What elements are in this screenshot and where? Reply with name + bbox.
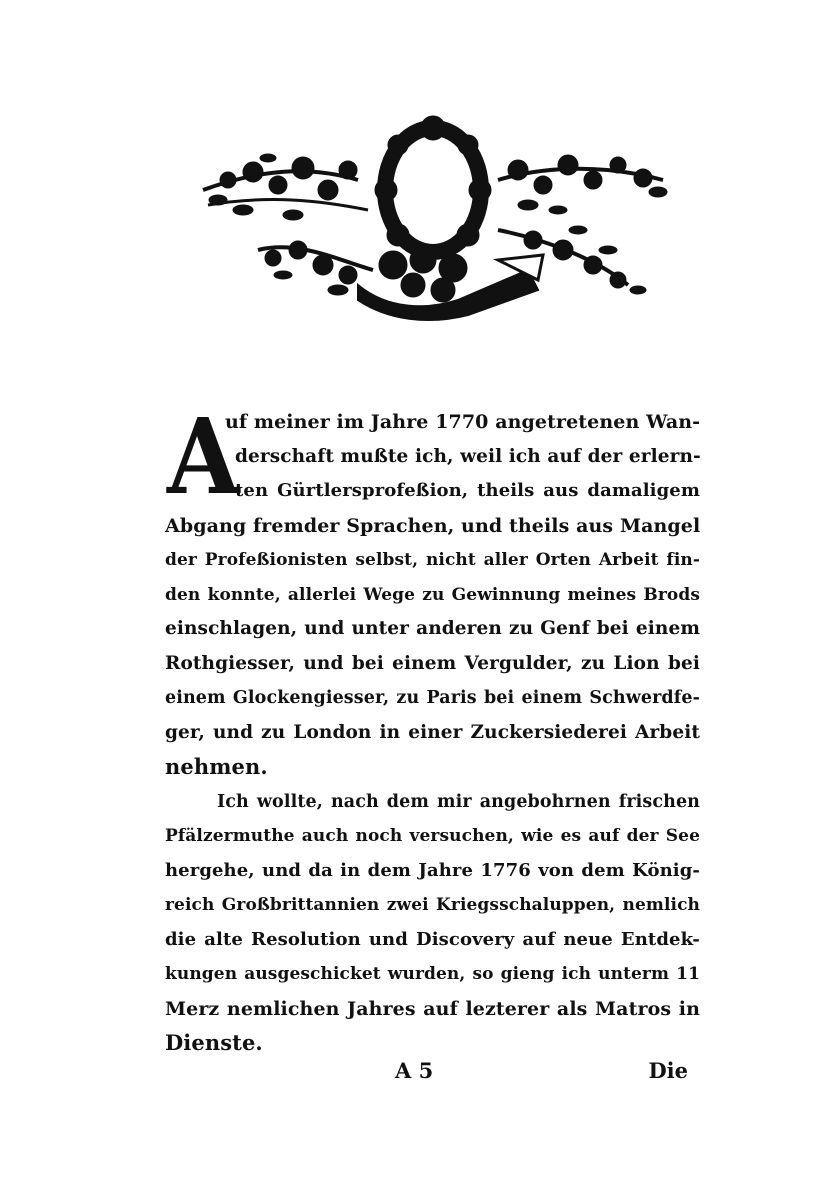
paragraph-2 <box>165 785 700 1061</box>
paragraph-1 <box>165 395 701 785</box>
text-line: kungen ausgeschicket wurden, so gieng ich unterm 11 <box>165 964 700 984</box>
text-line: der Profeßionisten selbst, nicht aller Orten Arbeit fin- <box>165 550 700 570</box>
floral-vignette-ornament <box>198 110 668 325</box>
text-line: Abgang fremder Sprachen, und theils aus Mangel <box>165 514 701 537</box>
text-line: Merz nemlichen Jahres auf lezterer als Matros in <box>165 997 700 1020</box>
text-line: Dienste. <box>165 1030 263 1055</box>
drop-cap: A <box>167 395 240 518</box>
text-line: die alte Resolution und Discovery auf neue Entdek- <box>165 928 700 950</box>
text-line: ger, und zu London in einer Zuckersiederei Arbeit <box>165 721 700 743</box>
page-footer <box>165 1058 700 1094</box>
text-line: ten Gürtlersprofeßion, theils aus damaligem <box>235 480 700 501</box>
text-line: uf meiner im Jahre 1770 angetretenen Wan- <box>225 411 701 433</box>
text-line: einschlagen, und unter anderen zu Genf bei einem <box>165 618 700 639</box>
text-line: reich Großbrittannien zwei Kriegsschaluppen, nemlich <box>165 895 700 915</box>
body-text <box>165 395 701 1061</box>
text-line: Rothgiesser, und bei einem Vergulder, zu Lion bei <box>165 652 700 674</box>
text-line: Pfälzermuthe auch noch versuchen, wie es auf der See <box>165 826 700 846</box>
text-line: einem Glockengiesser, zu Paris bei einem Schwerdfe- <box>165 688 700 708</box>
text-line: nehmen. <box>165 754 268 779</box>
text-line: Ich wollte, nach dem mir angebohrnen frischen <box>217 791 700 812</box>
catchword: Die <box>648 1058 688 1083</box>
text-line: derschaft mußte ich, weil ich auf der erlern- <box>235 445 701 467</box>
text-line: hergehe, und da in dem Jahre 1776 von dem König- <box>165 859 700 881</box>
signature-mark: A 5 <box>395 1058 434 1083</box>
text-line: den konnte, allerlei Wege zu Gewinnung meines Brods <box>165 584 700 605</box>
